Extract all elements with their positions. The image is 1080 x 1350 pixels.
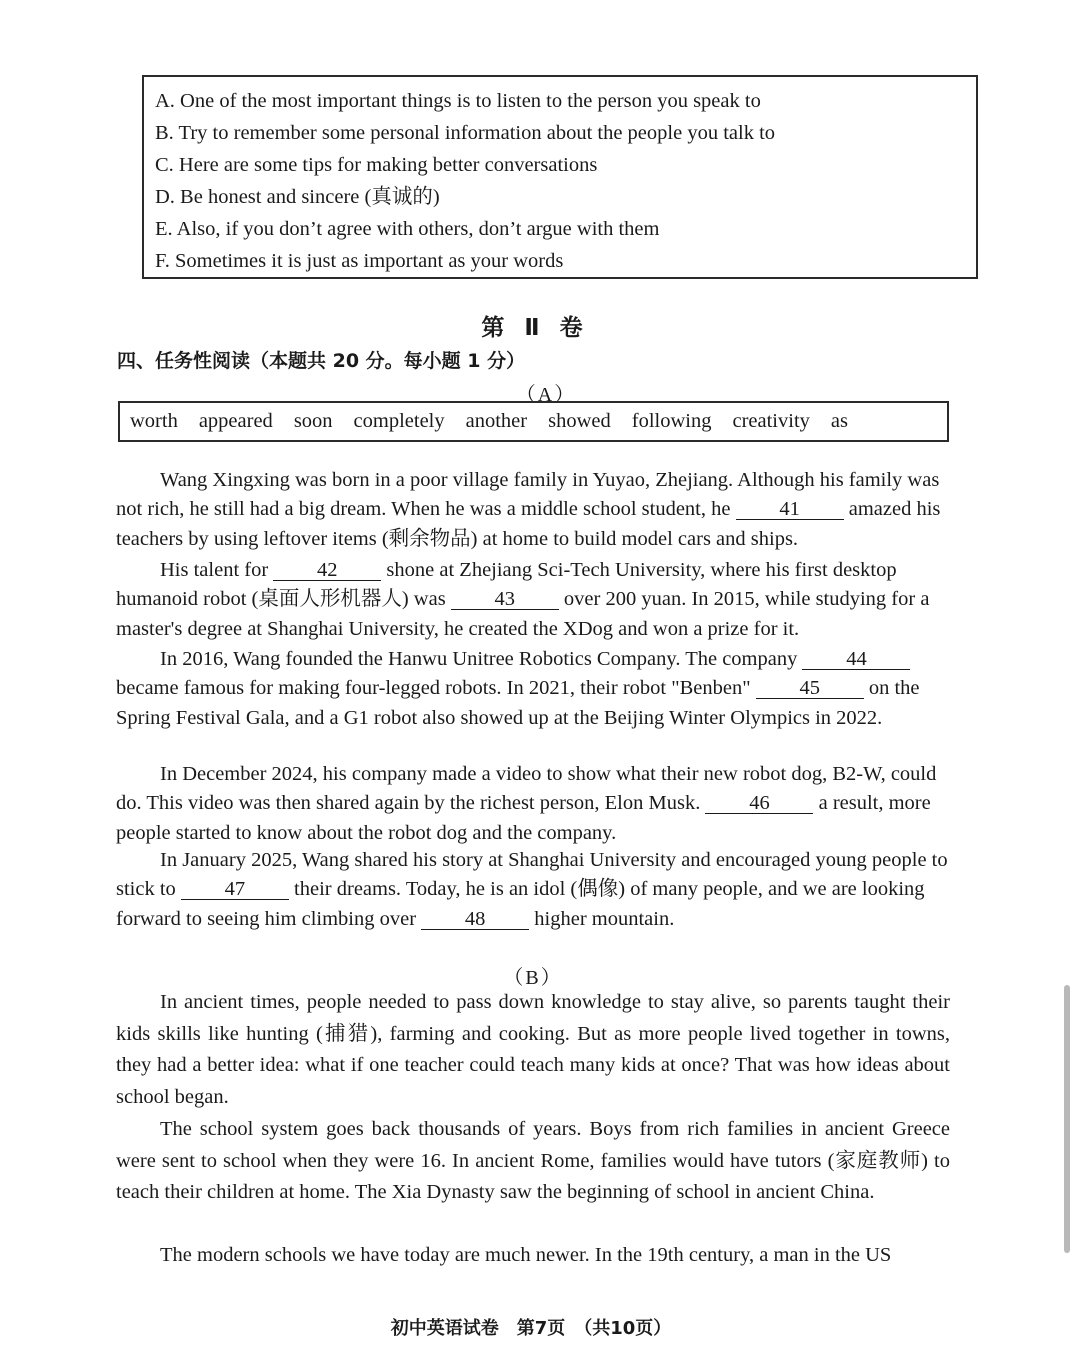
option-b: B. Try to remember some personal information about the people you talk to — [155, 122, 776, 144]
section-heading: 四、任务性阅读（本题共 20 分。每小题 1 分） — [117, 350, 526, 372]
passage-b-paragraph-2: The school system goes back thousands of years. Boys from rich families in ancient Greece were sent to school when they were 16. In ancient Rome, families would have tutors (家庭教师) to teach their children at home. The Xia Dynasty saw the beginning of school in ancient China. — [116, 1118, 950, 1203]
blank-41[interactable]: 41 — [736, 499, 844, 520]
blank-46[interactable]: 46 — [705, 793, 813, 814]
passage-b-paragraph-3: The modern schools we have today are much newer. In the 19th century, a man in the US — [160, 1244, 892, 1266]
word-bank-item: creativity — [732, 410, 810, 432]
word-bank-item: worth — [130, 410, 178, 432]
passage-a-paragraph-4: In December 2024, his company made a video to show what their new robot dog, B2-W, could do. This video was then shared again by the richest person, Elon Musk. 46 a result, more people started to know about the robot dog and the company. — [116, 763, 937, 844]
word-bank-item: as — [830, 410, 848, 432]
word-bank-item: following — [631, 410, 712, 432]
blank-48[interactable]: 48 — [421, 909, 529, 930]
part-a-label: （A） — [515, 384, 577, 406]
option-d: D. Be honest and sincere (真诚的) — [155, 186, 440, 208]
volume-title: 第 Ⅱ 卷 — [481, 315, 589, 341]
blank-45[interactable]: 45 — [756, 678, 864, 699]
option-a: A. One of the most important things is to listen to the person you speak to — [155, 90, 761, 112]
part-b-label: （B） — [503, 967, 563, 989]
word-bank — [118, 401, 949, 442]
options-box — [142, 75, 978, 279]
word-bank-item: appeared — [198, 410, 273, 432]
blank-43[interactable]: 43 — [451, 589, 559, 610]
option-c: C. Here are some tips for making better conversations — [155, 154, 598, 176]
passage-a-paragraph-3: In 2016, Wang founded the Hanwu Unitree Robotics Company. The company 44 became famous for making four-legged robots. In 2021, their robot "Benben" 45 on the Spring Festival Gala, and a G1 robot also showed up at the Beijing Winter Olympics in 2022. — [116, 648, 920, 729]
word-bank-item: another — [465, 410, 528, 432]
passage-a-paragraph-1: Wang Xingxing was born in a poor village family in Yuyao, Zhejiang. Although his family was not rich, he still had a big dream. When he was a middle school student, he 41 amazed his teachers by using leftover items (剩余物品) at home to build model cars and ships. — [116, 469, 941, 550]
word-bank-item: completely — [353, 410, 445, 432]
blank-44[interactable]: 44 — [802, 649, 910, 670]
option-e: E. Also, if you don’t agree with others, don’t argue with them — [155, 218, 660, 240]
scrollbar[interactable] — [1064, 985, 1070, 1253]
passage-a-paragraph-5: In January 2025, Wang shared his story at Shanghai University and encouraged young people to stick to 47 their dreams. Today, he is an idol (偶像) of many people, and we are looking forward to seeing him climbing over 48 higher mountain. — [116, 849, 948, 930]
passage-b-paragraph-1: In ancient times, people needed to pass down knowledge to stay alive, so parents taught their kids skills like hunting (捕猎), farming and cooking. But as more people lived together in towns, they had a better idea: what if one teacher could teach many kids at once? That was how ideas about school began. — [116, 991, 950, 1108]
blank-42[interactable]: 42 — [273, 560, 381, 581]
word-bank-item: soon — [293, 410, 333, 432]
option-f: F. Sometimes it is just as important as your words — [155, 250, 564, 272]
page-footer: 初中英语试卷 第7页 （共10页） — [390, 1318, 672, 1339]
blank-47[interactable]: 47 — [181, 879, 289, 900]
word-bank-item: showed — [548, 410, 611, 432]
passage-a-paragraph-2: His talent for 42 shone at Zhejiang Sci-Tech University, where his first desktop humanoid robot (桌面人形机器人) was 43 over 200 yuan. In 2015, while studying for a master's degree at Shanghai University, he created the XDog and won a prize for it. — [116, 559, 930, 640]
